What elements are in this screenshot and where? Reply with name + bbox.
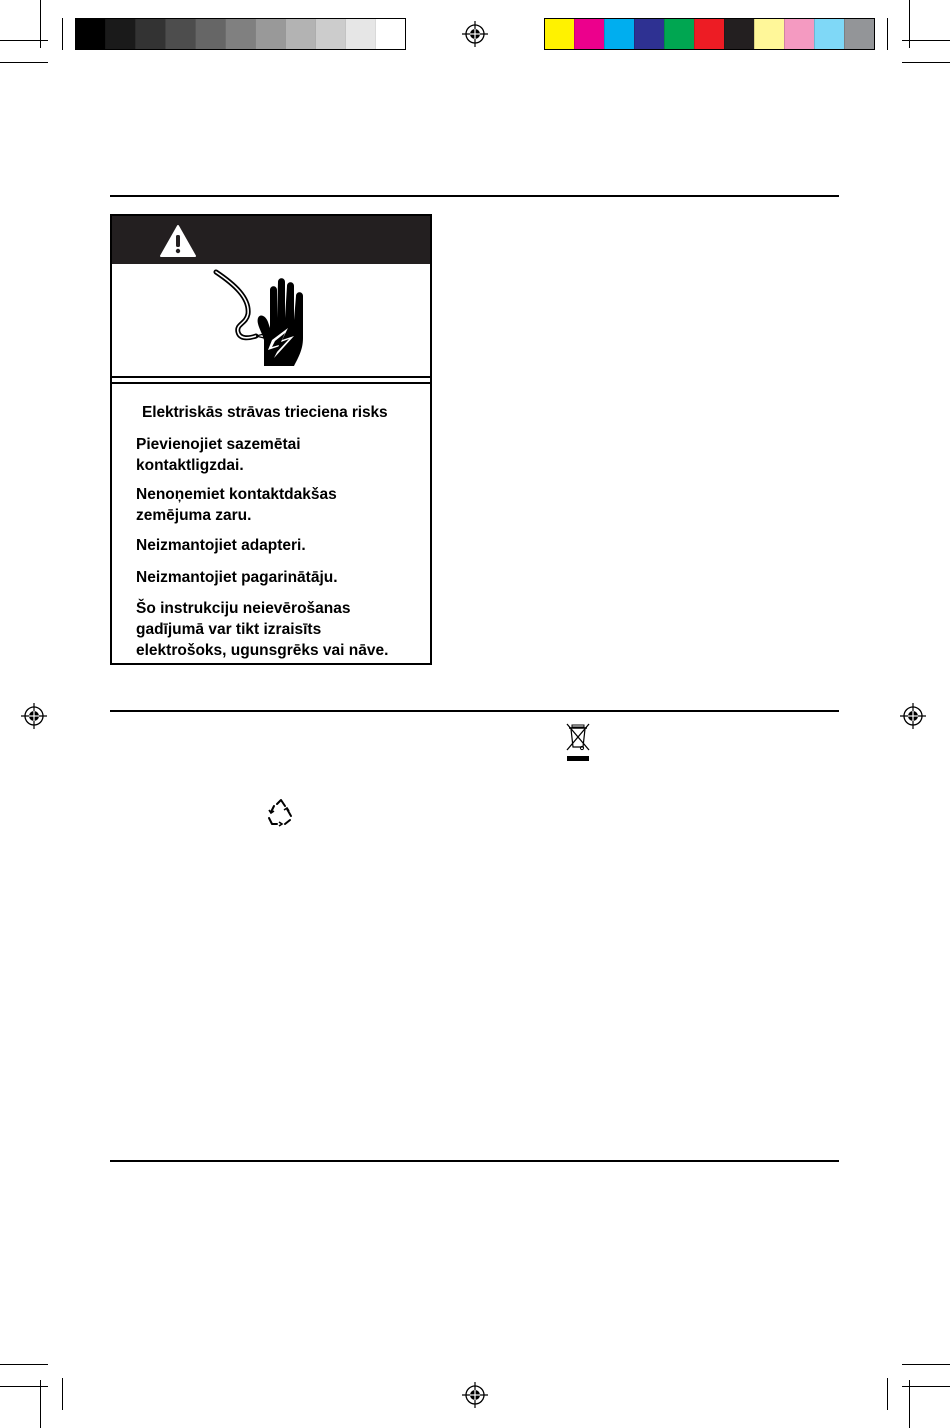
color-swatch [545,19,574,49]
crop-mark [40,1380,41,1428]
warning-line: Nenoņemiet kontaktdakšas [136,486,337,503]
warning-text-panel [112,382,430,667]
registration-mark-icon [462,1382,488,1408]
warning-line: kontaktligzdai. [136,457,244,474]
color-swatch [195,19,225,49]
registration-mark-icon [900,703,926,729]
color-swatch [285,19,315,49]
registration-mark-icon [462,21,488,47]
crop-mark [902,1364,950,1365]
crop-mark [909,1380,910,1428]
crop-mark [62,1378,63,1410]
color-swatch [724,19,754,49]
crossed-out-wheelie-bin-icon [564,721,592,763]
crop-mark [40,0,41,48]
crop-mark [62,18,63,50]
grayscale-color-bar [75,18,406,50]
crop-mark [909,0,910,48]
color-swatch [315,19,345,49]
color-swatch [784,19,814,49]
warning-line: zemējuma zaru. [136,507,252,524]
warning-line: Neizmantojiet pagarinātāju. [136,569,338,586]
color-swatch [694,19,724,49]
warning-line: elektrošoks, ugunsgrēks vai nāve. [136,642,389,659]
electrical-shock-warning [110,214,432,665]
warning-title: Elektriskās strāvas trieciena risks [142,404,388,421]
warning-triangle-icon [159,224,197,258]
section-rule [110,1160,839,1162]
color-swatch [165,19,195,49]
color-swatch [135,19,165,49]
crop-mark [887,18,888,50]
warning-line: Neizmantojiet adapteri. [136,537,306,554]
color-swatch [754,19,784,49]
warning-line: Šo instrukciju neievērošanas [136,600,351,617]
process-color-bar [544,18,875,50]
color-swatch [105,19,135,49]
shock-illustration-panel [112,264,430,378]
color-swatch [76,19,105,49]
warning-line: Pievienojiet sazemētai [136,436,301,453]
crop-mark [0,1364,48,1365]
warning-header [112,216,430,264]
color-swatch [345,19,375,49]
electric-shock-hand-icon [212,266,322,374]
color-swatch [634,19,664,49]
recycle-icon [265,798,297,828]
section-rule [110,195,839,197]
color-swatch [844,19,874,49]
warning-line: gadījumā var tikt izraisīts [136,621,322,638]
color-swatch [225,19,255,49]
color-swatch [375,19,405,49]
color-swatch [814,19,844,49]
registration-mark-icon [21,703,47,729]
crop-mark [0,62,48,63]
color-swatch [664,19,694,49]
section-rule [110,710,839,712]
color-swatch [604,19,634,49]
crop-mark [887,1378,888,1410]
color-swatch [255,19,285,49]
crop-mark [902,62,950,63]
color-swatch [574,19,604,49]
